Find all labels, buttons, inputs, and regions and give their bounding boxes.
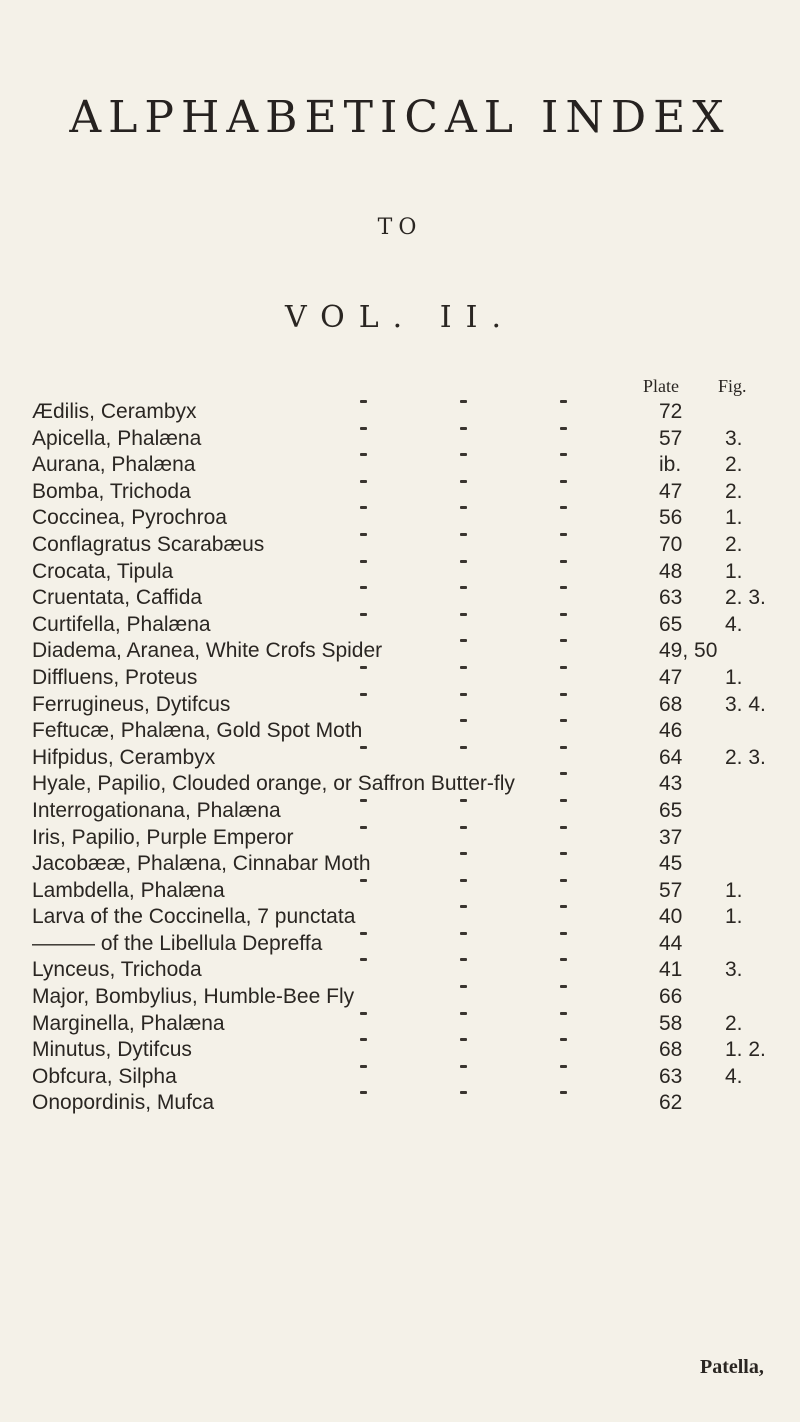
leader-dash [460, 480, 467, 483]
entry-name: Ferrugineus, Dytifcus [32, 692, 231, 716]
entry-name: Conflagratus Scarabæus [32, 532, 265, 556]
leader-dash [360, 826, 367, 829]
leader-dash [560, 533, 567, 536]
leader-dash [360, 799, 367, 802]
leader-dash [560, 1012, 567, 1015]
leader-dash [460, 613, 467, 616]
leader-dash [560, 1091, 567, 1094]
leader-dash [360, 1012, 367, 1015]
entry-plate: 68 [659, 692, 683, 716]
entry-fig: 1. [725, 506, 743, 530]
leader-dash [460, 852, 467, 855]
entry-fig: 2. [725, 479, 743, 503]
index-entry [0, 400, 800, 427]
index-entry [0, 719, 800, 746]
leader-dash [560, 826, 567, 829]
index-entry [0, 1091, 800, 1118]
entry-plate: 37 [659, 825, 683, 849]
index-entry [0, 772, 800, 799]
leader-dash [460, 666, 467, 669]
leader-dash [460, 560, 467, 563]
entry-name: Interrogationana, Phalæna [32, 798, 281, 822]
leader-dash [360, 560, 367, 563]
leader-dash [560, 453, 567, 456]
leader-dash [360, 533, 367, 536]
entry-plate: 63 [659, 1064, 683, 1088]
index-list [0, 400, 800, 1118]
entry-name: Onopordinis, Mufca [32, 1091, 215, 1115]
index-entry [0, 985, 800, 1012]
entry-fig: 1. [725, 905, 743, 929]
leader-dash [460, 693, 467, 696]
entry-fig: 4. [725, 1064, 743, 1088]
leader-dash [560, 879, 567, 882]
leader-dash [560, 905, 567, 908]
entry-plate: ib. [659, 453, 682, 477]
entry-plate: 65 [659, 798, 683, 822]
leader-dash [460, 586, 467, 589]
entry-plate: 48 [659, 559, 683, 583]
leader-dash [560, 560, 567, 563]
entry-fig: 1. [725, 665, 743, 689]
entry-plate: 65 [659, 612, 683, 636]
index-entry [0, 560, 800, 587]
leader-dash [360, 879, 367, 882]
leader-dash [460, 1091, 467, 1094]
entry-plate: 43 [659, 772, 683, 796]
leader-dash [360, 586, 367, 589]
index-entry [0, 852, 800, 879]
entry-fig: 4. [725, 612, 743, 636]
entry-fig: 2. [725, 532, 743, 556]
entry-name: Major, Bombylius, Humble-Bee Fly [32, 985, 355, 1009]
entry-plate: 57 [659, 878, 683, 902]
entry-fig: 3. [725, 426, 743, 450]
entry-plate: 58 [659, 1011, 683, 1035]
leader-dash [360, 1091, 367, 1094]
entry-name: Lynceus, Trichoda [32, 958, 202, 982]
entry-fig: 2. [725, 453, 743, 477]
leader-dash [460, 958, 467, 961]
entry-name: Crocata, Tipula [32, 559, 174, 583]
leader-dash [460, 427, 467, 430]
fig-column-header: Fig. [718, 376, 747, 396]
index-entry [0, 1065, 800, 1092]
entry-plate: 45 [659, 852, 683, 876]
leader-dash [460, 1065, 467, 1068]
leader-dash [560, 932, 567, 935]
index-entry [0, 586, 800, 613]
leader-dash [560, 666, 567, 669]
index-entry [0, 746, 800, 773]
leader-dash [460, 453, 467, 456]
entry-name: Diffluens, Proteus [32, 665, 198, 689]
subtitle-to: TO [377, 215, 423, 240]
index-entry [0, 693, 800, 720]
entry-name: Aurana, Phalæna [32, 453, 196, 477]
leader-dash [460, 985, 467, 988]
index-entry [0, 639, 800, 666]
leader-dash [560, 772, 567, 775]
leader-dash [360, 480, 367, 483]
plate-column-header: Plate [643, 376, 679, 396]
entry-plate: 47 [659, 479, 683, 503]
leader-dash [560, 400, 567, 403]
leader-dash [560, 1038, 567, 1041]
entry-name: Coccinea, Pyrochroa [32, 506, 227, 530]
volume-label: VOL. II. [285, 300, 515, 335]
entry-name: Curtifella, Phalæna [32, 612, 211, 636]
entry-name: Minutus, Dytifcus [32, 1038, 192, 1062]
leader-dash [360, 932, 367, 935]
index-entry [0, 799, 800, 826]
leader-dash [460, 932, 467, 935]
entry-plate: 64 [659, 745, 683, 769]
entry-name: Diadema, Aranea, White Crofs Spider [32, 639, 383, 663]
entry-plate: 46 [659, 719, 683, 743]
entry-plate: 49, 50 [659, 639, 718, 663]
leader-dash [460, 905, 467, 908]
entry-fig: 1. [725, 878, 743, 902]
leader-dash [460, 879, 467, 882]
index-entry [0, 1012, 800, 1039]
entry-fig: 2. 3. [725, 586, 766, 610]
leader-dash [460, 1038, 467, 1041]
entry-plate: 41 [659, 958, 683, 982]
leader-dash [360, 400, 367, 403]
leader-dash [360, 666, 367, 669]
entry-plate: 68 [659, 1038, 683, 1062]
entry-name: Cruentata, Caffida [32, 586, 203, 610]
leader-dash [560, 639, 567, 642]
leader-dash [560, 613, 567, 616]
entry-name: Hyale, Papilio, Clouded orange, or Saffron Butter-fly [32, 772, 515, 796]
index-entry [0, 480, 800, 507]
leader-dash [560, 506, 567, 509]
entry-name: Larva of the Coccinella, 7 punctata [32, 905, 356, 929]
entry-name: ——— of the Libellula Depreffa [32, 931, 323, 955]
leader-dash [560, 586, 567, 589]
entry-name: Apicella, Phalæna [32, 426, 202, 450]
index-entry [0, 427, 800, 454]
leader-dash [560, 985, 567, 988]
index-entry [0, 453, 800, 480]
entry-plate: 63 [659, 586, 683, 610]
index-entry [0, 932, 800, 959]
index-entry [0, 613, 800, 640]
leader-dash [360, 1065, 367, 1068]
entry-fig: 2. 3. [725, 745, 766, 769]
leader-dash [460, 639, 467, 642]
index-entry [0, 533, 800, 560]
entry-name: Hifpidus, Cerambyx [32, 745, 216, 769]
leader-dash [360, 613, 367, 616]
leader-dash [560, 958, 567, 961]
entry-plate: 66 [659, 985, 683, 1009]
entry-plate: 47 [659, 665, 683, 689]
leader-dash [460, 506, 467, 509]
entry-plate: 57 [659, 426, 683, 450]
entry-name: Feftucæ, Phalæna, Gold Spot Moth [32, 719, 363, 743]
leader-dash [560, 480, 567, 483]
entry-fig: 3. 4. [725, 692, 766, 716]
leader-dash [560, 693, 567, 696]
index-entry [0, 826, 800, 853]
leader-dash [460, 826, 467, 829]
entry-name: Jacobææ, Phalæna, Cinnabar Moth [32, 852, 371, 876]
leader-dash [560, 719, 567, 722]
entry-name: Marginella, Phalæna [32, 1011, 225, 1035]
entry-plate: 40 [659, 905, 683, 929]
entry-name: Obfcura, Silpha [32, 1064, 177, 1088]
entry-plate: 44 [659, 931, 683, 955]
leader-dash [560, 852, 567, 855]
entry-plate: 62 [659, 1091, 683, 1115]
entry-fig: 1. [725, 559, 743, 583]
entry-name: Ædilis, Cerambyx [32, 400, 197, 423]
catchword: Patella, [700, 1356, 764, 1378]
entry-fig: 3. [725, 958, 743, 982]
leader-dash [560, 799, 567, 802]
leader-dash [360, 746, 367, 749]
leader-dash [360, 453, 367, 456]
leader-dash [360, 506, 367, 509]
index-entry [0, 905, 800, 932]
index-entry [0, 1038, 800, 1065]
leader-dash [460, 400, 467, 403]
entry-name: Lambdella, Phalæna [32, 878, 225, 902]
leader-dash [360, 693, 367, 696]
entry-name: Iris, Papilio, Purple Emperor [32, 825, 294, 849]
leader-dash [460, 533, 467, 536]
leader-dash [560, 746, 567, 749]
index-entry [0, 506, 800, 533]
leader-dash [460, 1012, 467, 1015]
leader-dash [460, 799, 467, 802]
entry-plate: 70 [659, 532, 683, 556]
leader-dash [360, 427, 367, 430]
page-title: ALPHABETICAL INDEX [69, 92, 731, 143]
entry-fig: 2. [725, 1011, 743, 1035]
entry-name: Bomba, Trichoda [32, 479, 191, 503]
entry-plate: 72 [659, 400, 683, 423]
index-entry [0, 879, 800, 906]
leader-dash [560, 1065, 567, 1068]
entry-plate: 56 [659, 506, 683, 530]
leader-dash [460, 719, 467, 722]
index-entry [0, 958, 800, 985]
leader-dash [360, 958, 367, 961]
leader-dash [360, 1038, 367, 1041]
index-entry [0, 666, 800, 693]
leader-dash [560, 427, 567, 430]
leader-dash [460, 746, 467, 749]
entry-fig: 1. 2. [725, 1038, 766, 1062]
